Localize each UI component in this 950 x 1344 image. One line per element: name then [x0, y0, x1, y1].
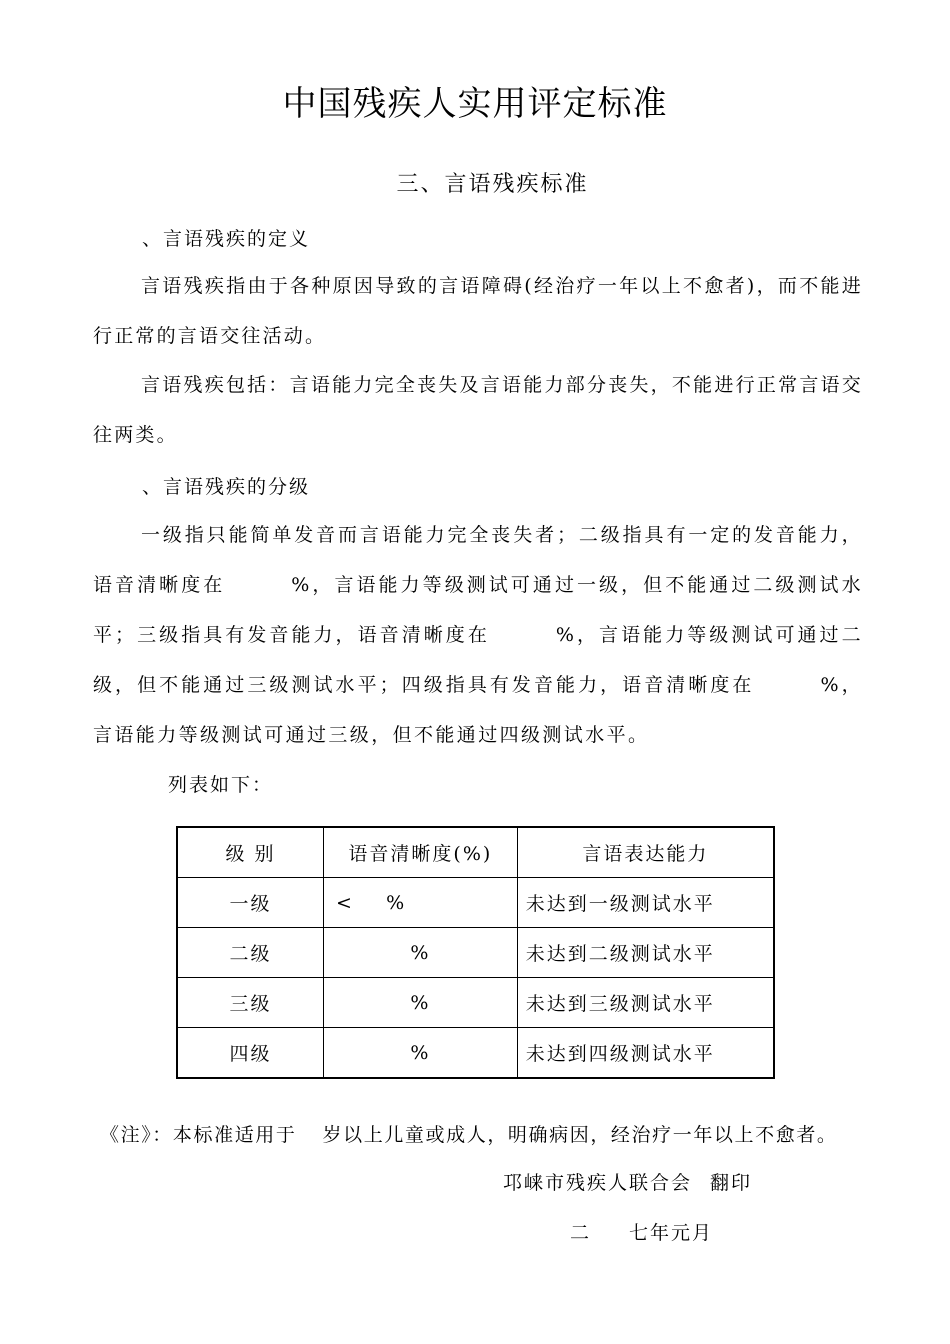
cell-level: 一级 [177, 878, 324, 928]
cell-ability: 未达到一级测试水平 [517, 878, 774, 928]
date-text-2: 七年元月 [629, 1222, 714, 1244]
table-row [177, 1028, 774, 1079]
list-intro: 列表如下： [168, 774, 274, 796]
paragraph-grading [93, 510, 863, 760]
reprint-label: 翻印 [710, 1172, 753, 1194]
cell-clarity: % [324, 928, 518, 978]
paragraph-includes: 言语残疾包括：言语能力完全丧失及言语能力部分丧失，不能进行正常言语交往两类。 [93, 374, 863, 446]
note-text-1: 《注》：本标准适用于 [100, 1124, 297, 1146]
note-text-2: 岁以上儿童或成人，明确病因，经治疗一年以上不愈者。 [322, 1124, 838, 1146]
table-row [177, 878, 774, 928]
table-row [177, 978, 774, 1028]
heading-grading: 、言语残疾的分级 [142, 476, 311, 498]
table-row [177, 928, 774, 978]
header-level: 级 别 [177, 827, 324, 878]
grading-text-4: %，言语能力等级测试可通过三级，但不能通过四级测试水平。 [93, 674, 863, 746]
grading-text-2: %，言语能力等级测试可通过一级，但不能通过二级测试水平；三级指具有发音能力，语音清晰度在 [93, 574, 863, 646]
cell-level: 四级 [177, 1028, 324, 1079]
date-line [570, 1218, 713, 1245]
paragraph-definition: 言语残疾指由于各种原因导致的言语障碍(经治疗一年以上不愈者)，而不能进行正常的言语交往活动。 [93, 275, 863, 347]
cell-ability: 未达到二级测试水平 [517, 928, 774, 978]
heading-definition: 、言语残疾的定义 [142, 228, 311, 250]
date-text-1: 二 [570, 1222, 592, 1244]
issuer-line [503, 1168, 752, 1195]
grading-text-3: %，言语能力等级测试可通过二级，但不能通过三级测试水平；四级指具有发音能力，语音清晰度在 [93, 624, 864, 696]
issuer-name: 邛崃市残疾人联合会 [503, 1172, 693, 1194]
cell-clarity: % [324, 1028, 518, 1079]
header-ability: 言语表达能力 [517, 827, 774, 878]
cell-ability: 未达到三级测试水平 [517, 978, 774, 1028]
cell-level: 二级 [177, 928, 324, 978]
grading-table [176, 826, 775, 1079]
cell-clarity: < % [324, 878, 518, 928]
grading-text-1: 一级指只能简单发音而言语能力完全丧失者；二级指具有一定的发音能力，语音清晰度在 [93, 524, 863, 596]
table-header-row [177, 827, 774, 878]
section-title: 三、言语残疾标准 [396, 172, 589, 197]
cell-ability: 未达到四级测试水平 [517, 1028, 774, 1079]
cell-level: 三级 [177, 978, 324, 1028]
footnote [100, 1120, 838, 1147]
cell-clarity: % [324, 978, 518, 1028]
document-title: 中国残疾人实用评定标准 [282, 84, 668, 124]
header-clarity: 语音清晰度(%) [324, 827, 518, 878]
